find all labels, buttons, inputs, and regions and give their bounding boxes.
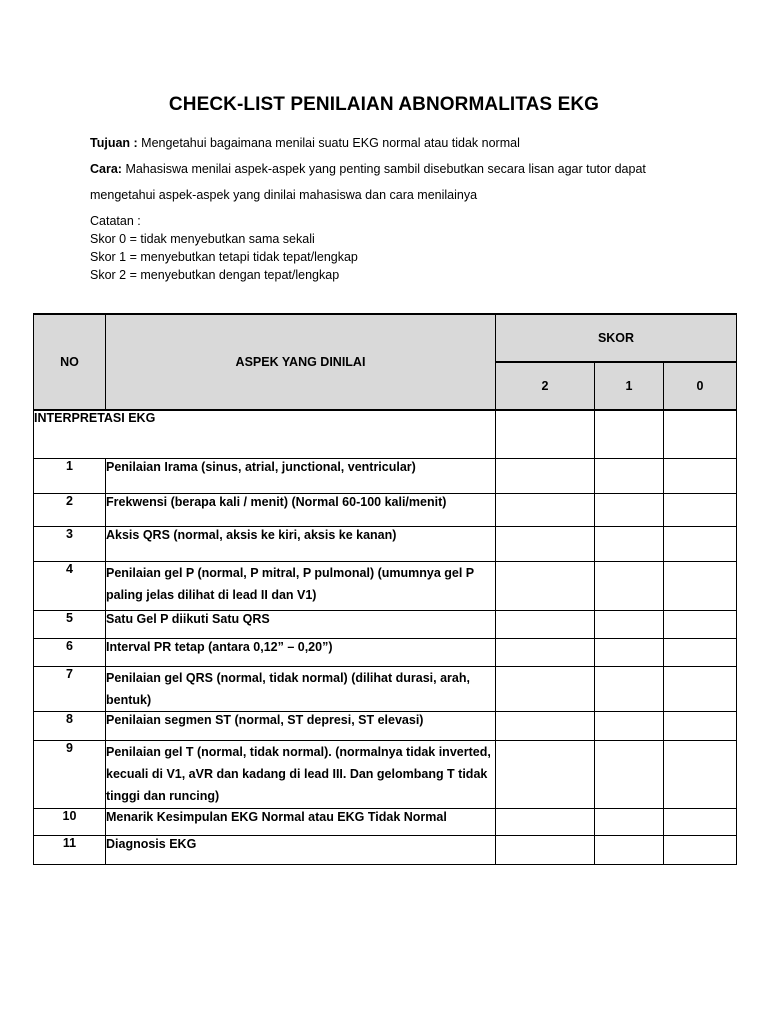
row-aspect: Satu Gel P diikuti Satu QRS [106,610,496,638]
table-row [34,638,737,666]
row-number: 7 [34,666,106,711]
score-cell-1[interactable] [595,711,664,740]
table-row [34,610,737,638]
skor-2-note: Skor 2 = menyebutkan dengan tepat/lengkap [90,268,340,282]
header-no: NO [34,314,106,410]
table-row [34,666,737,711]
score-cell-2[interactable] [496,458,595,493]
header-skor-2: 2 [496,362,595,410]
row-aspect: Penilaian gel T (normal, tidak normal). (normalnya tidak inverted, kecuali di V1, aVR dan kadang di lead III. Dan gelombang T tidak tinggi dan runcing) [106,740,496,808]
score-cell-2[interactable] [496,410,595,458]
score-cell-2[interactable] [496,638,595,666]
header-skor: SKOR [496,314,737,362]
row-aspect: Penilaian gel QRS (normal, tidak normal) (dilihat durasi, arah, bentuk) [106,666,496,711]
table-row [34,561,737,610]
score-cell-1[interactable] [595,561,664,610]
table-row [34,835,737,864]
row-aspect: Penilaian Irama (sinus, atrial, junctional, ventricular) [106,458,496,493]
document-title: CHECK-LIST PENILAIAN ABNORMALITAS EKG [168,94,600,115]
score-cell-2[interactable] [496,666,595,711]
score-cell-0[interactable] [664,666,737,711]
row-number: 6 [34,638,106,666]
row-aspect: Aksis QRS (normal, aksis ke kiri, aksis ke kanan) [106,526,496,561]
score-cell-1[interactable] [595,526,664,561]
row-aspect: Penilaian gel P (normal, P mitral, P pulmonal) (umumnya gel P paling jelas dilihat di lead II dan V1) [106,561,496,610]
section-title: INTERPRETASI EKG [34,410,496,458]
table-row [34,526,737,561]
score-cell-2[interactable] [496,493,595,526]
row-number: 4 [34,561,106,610]
score-cell-2[interactable] [496,835,595,864]
score-cell-1[interactable] [595,610,664,638]
row-number: 2 [34,493,106,526]
header-aspek: ASPEK YANG DINILAI [106,314,496,410]
score-cell-1[interactable] [595,808,664,835]
checklist-table [33,313,737,865]
row-aspect: Frekwensi (berapa kali / menit) (Normal 60-100 kali/menit) [106,493,496,526]
score-cell-1[interactable] [595,835,664,864]
score-cell-1[interactable] [595,638,664,666]
catatan-label: Catatan : [90,214,141,228]
score-cell-0[interactable] [664,458,737,493]
tujuan-text: Mengetahui bagaimana menilai suatu EKG normal atau tidak normal [137,136,520,150]
score-cell-1[interactable] [595,493,664,526]
table-row [34,458,737,493]
cara-line [90,162,646,176]
score-cell-0[interactable] [664,740,737,808]
table-row [34,808,737,835]
score-cell-1[interactable] [595,458,664,493]
row-number: 9 [34,740,106,808]
score-cell-1[interactable] [595,410,664,458]
row-number: 11 [34,835,106,864]
score-cell-2[interactable] [496,561,595,610]
row-aspect: Diagnosis EKG [106,835,496,864]
header-skor-1: 1 [595,362,664,410]
row-number: 8 [34,711,106,740]
cara-text-2: mengetahui aspek-aspek yang dinilai mahasiswa dan cara menilainya [90,188,478,202]
row-number: 3 [34,526,106,561]
row-aspect: Interval PR tetap (antara 0,12” – 0,20”) [106,638,496,666]
score-cell-0[interactable] [664,561,737,610]
score-cell-0[interactable] [664,835,737,864]
row-number: 10 [34,808,106,835]
cara-label: Cara: [90,162,122,176]
section-row [34,410,737,458]
row-number: 5 [34,610,106,638]
score-cell-0[interactable] [664,410,737,458]
score-cell-2[interactable] [496,740,595,808]
score-cell-0[interactable] [664,610,737,638]
score-cell-0[interactable] [664,711,737,740]
score-cell-2[interactable] [496,808,595,835]
score-cell-2[interactable] [496,610,595,638]
table-row [34,711,737,740]
score-cell-1[interactable] [595,666,664,711]
cara-text-1: Mahasiswa menilai aspek-aspek yang penting sambil disebutkan secara lisan agar tutor dapat [121,162,646,176]
table-row [34,493,737,526]
score-cell-2[interactable] [496,711,595,740]
skor-1-note: Skor 1 = menyebutkan tetapi tidak tepat/lengkap [90,250,358,264]
tujuan-line [90,136,520,150]
row-number: 1 [34,458,106,493]
header-skor-0: 0 [664,362,737,410]
skor-0-note: Skor 0 = tidak menyebutkan sama sekali [90,232,315,246]
table-row [34,740,737,808]
score-cell-0[interactable] [664,526,737,561]
score-cell-1[interactable] [595,740,664,808]
tujuan-label: Tujuan : [90,136,138,150]
score-cell-2[interactable] [496,526,595,561]
row-aspect: Penilaian segmen ST (normal, ST depresi, ST elevasi) [106,711,496,740]
score-cell-0[interactable] [664,493,737,526]
score-cell-0[interactable] [664,638,737,666]
row-aspect: Menarik Kesimpulan EKG Normal atau EKG Tidak Normal [106,808,496,835]
score-cell-0[interactable] [664,808,737,835]
